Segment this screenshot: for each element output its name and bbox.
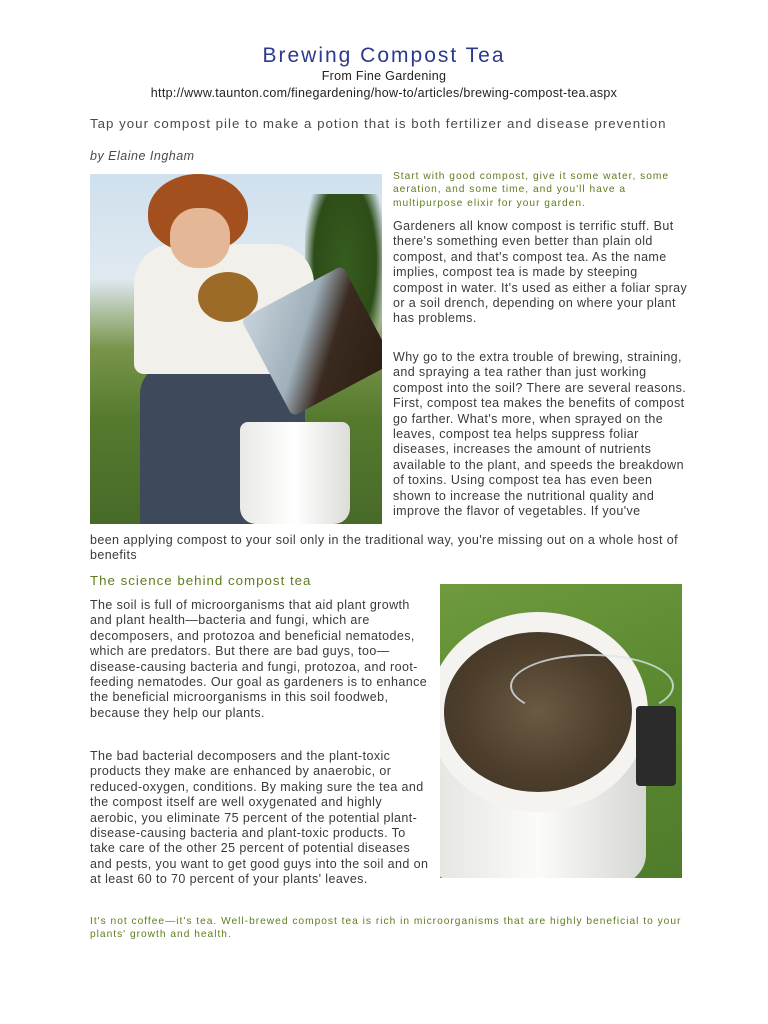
photo-face xyxy=(170,208,230,268)
source-line: From Fine Gardening xyxy=(321,69,447,83)
paragraph-2-continued: been applying compost to your soil only in the traditional way, you're missing out on a whole host of benefits xyxy=(90,533,679,563)
paragraph-3: The soil is full of microorganisms that aid plant growth and plant health—bacteria and fungi, which are decomposers, and protozoa and beneficial nematodes, which are predators. But there are bad guys, too—disease-causing bacteria and fungi, protozoa, and root-feeding nematodes. Our goal as gardeners is to enhance the beneficial microorganisms in this soil foodweb, because they help our plants. xyxy=(90,598,428,720)
photo-woman-pouring-compost xyxy=(90,174,382,524)
paragraph-2: Why go to the extra trouble of brewing, straining, and spraying a tea rather than just working compost into the soil? There are several reasons. First, compost tea makes the benefits of compost go farther. What's more, when sprayed on the leaves, compost tea helps suppress foliar diseases, increases the amount of nutrients available to the plant, and speeds the breakdown of toxins. Using compost tea has even been shown to increase the nutritional quality and improve the flavor of vegetables. If you've xyxy=(393,350,687,519)
page-title: Brewing Compost Tea xyxy=(262,44,506,67)
byline: by Elaine Ingham xyxy=(90,149,195,163)
paragraph-4: The bad bacterial decomposers and the plant-toxic products they make are enhanced by anaerobic, or reduced-oxygen, conditions. By making sure the tea and the compost itself are well oxygenated and highly aerobic, you eliminate 75 percent of the potential plant-disease-causing bacteria and plant-toxic products. To take care of the other 25 percent of potential diseases and pests, you want to get good guys into the soil and on at least 60 to 70 percent of your plants' leaves. xyxy=(90,749,429,887)
article-subtitle: Tap your compost pile to make a potion that is both fertilizer and disease prevention xyxy=(90,116,667,131)
photo-caption: It's not coffee—it's tea. Well-brewed compost tea is rich in microorganisms that are highly beneficial to your plants' growth and health. xyxy=(90,916,682,941)
photo-bucket xyxy=(240,422,350,524)
paragraph-1: Gardeners all know compost is terrific stuff. But there's something even better than plain old compost, and that's compost tea. As the name implies, compost tea is made by steeping compost in water. It's used as either a foliar spray or a soil drench, depending on where your plant has problems. xyxy=(393,219,688,326)
section-heading: The science behind compost tea xyxy=(90,573,312,588)
source-url: http://www.taunton.com/finegardening/how-to/articles/brewing-compost-tea.aspx xyxy=(150,86,618,100)
photo-compost-tea-bucket xyxy=(440,584,682,878)
intro-text: Start with good compost, give it some water, some aeration, and some time, and you'll have a multipurpose elixir for your garden. xyxy=(393,171,670,209)
photo-air-pump xyxy=(636,706,676,786)
